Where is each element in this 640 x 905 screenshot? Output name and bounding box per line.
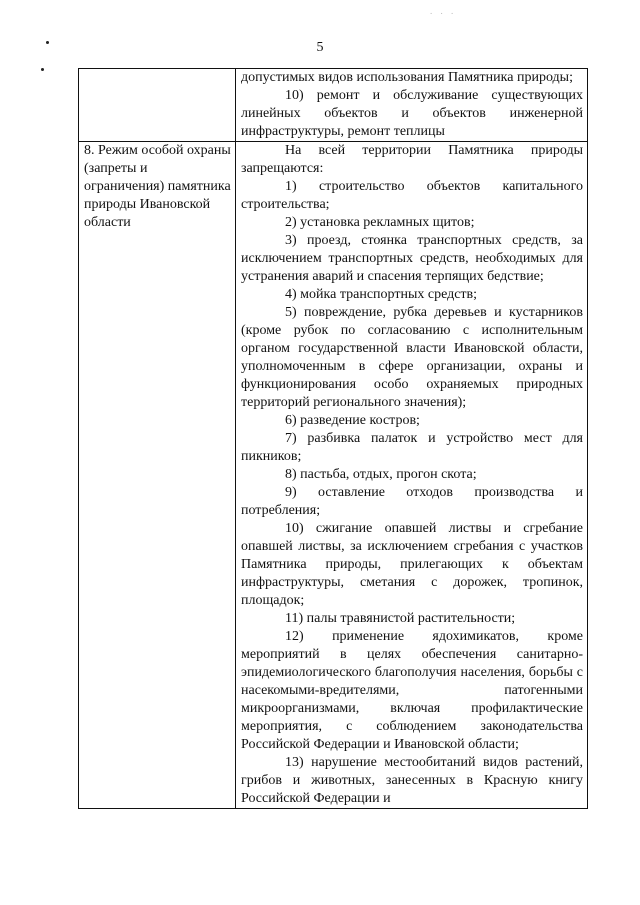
row-label: 8. Режим особой охраны (запреты и ограничения) памятника природы Ивановской области	[84, 143, 231, 230]
top-scan-mark: . . .	[430, 6, 457, 16]
paragraph: На всей территории Памятника природы запрещаются:	[241, 143, 583, 176]
paragraph: 3) проезд, стоянка транспортных средств, за исключением транспортных средств, необходимых для устранения аварий и спасения терпящих бедствие;	[241, 233, 583, 284]
table-cell-label	[79, 142, 236, 809]
paragraph: 9) оставление отходов производства и потребления;	[241, 485, 583, 518]
table-cell-label	[79, 69, 236, 142]
paragraph: 2) установка рекламных щитов;	[285, 215, 475, 230]
paragraph: 6) разведение костров;	[285, 413, 420, 428]
paragraph: 4) мойка транспортных средств;	[285, 287, 478, 302]
paragraph: 1) строительство объектов капитального строительства;	[241, 179, 583, 212]
paragraph: 13) нарушение местообитаний видов растений, грибов и животных, занесенных в Красную книгу Российской Федерации и	[241, 755, 583, 806]
paragraph: 10) ремонт и обслуживание существующих линейных объектов и объектов инженерной инфраструктуры, ремонт теплицы	[241, 88, 583, 139]
paragraph: допустимых видов использования Памятника природы;	[241, 70, 573, 85]
table-row	[79, 142, 588, 809]
paragraph: 11) палы травянистой растительности;	[285, 611, 516, 626]
scan-dot	[41, 68, 44, 71]
paragraph: 10) сжигание опавшей листвы и сгребание опавшей листвы, за исключением сгребания с участков Памятника природы, прилегающих к объектам инфраструктуры, сметания с дорожек, тропинок, площадок;	[241, 521, 583, 608]
paragraph: 8) пастьба, отдых, прогон скота;	[285, 467, 477, 482]
table-cell-content	[236, 69, 588, 142]
table-cell-content	[236, 142, 588, 809]
paragraph: 7) разбивка палаток и устройство мест для пикников;	[241, 431, 583, 464]
paragraph: 12) применение ядохимикатов, кроме мероприятий в целях обеспечения санитарно-эпидемиологического благополучия населения, борьбы с насекомыми-вредителями, патогенными микроорганизмами, включая профилактические мероприятия, с соблюдением законодательства Российской Федерации и Ивановской области;	[241, 629, 583, 752]
regime-table	[78, 68, 588, 809]
paragraph: 5) повреждение, рубка деревьев и кустарников (кроме рубок по согласованию с исполнительным органом государственной власти Ивановской области, уполномоченным в сфере организации, охраны и функционирования особо охраняемых природных территорий регионального значения);	[241, 305, 583, 410]
page-number: 5	[316, 40, 324, 55]
table-row	[79, 69, 588, 142]
